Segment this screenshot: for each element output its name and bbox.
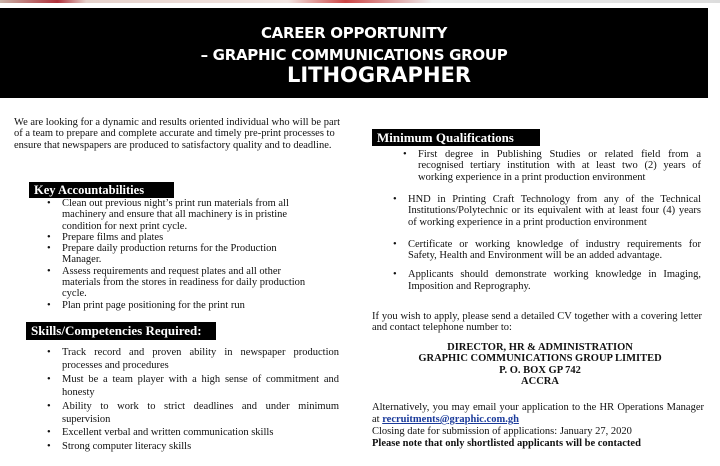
list-item: • Ability to work to strict deadlines and under minimum supervision [47,400,339,427]
header-banner [0,8,708,98]
intro-paragraph: We are looking for a dynamic and results oriented individual who will be part of a team to prepare and complete accurate and timely pre-print processes to ensure that newspapers are produced to satisfactory quality and to deadline. [14,117,341,151]
qualifications-list-primary [403,149,701,183]
skills-list [47,346,339,453]
job-title: LITHOGRAPHER [286,63,472,87]
apply-instructions: If you wish to apply, please send a detailed CV together with a covering letter and contact telephone number to: [372,311,702,334]
closing-date: Closing date for submission of applications: January 27, 2020 [372,426,632,437]
qualifications-heading: Minimum Qualifications [372,129,540,146]
list-item: • Applicants should demonstrate working knowledge in Imaging, Imposition and Reprography. [393,269,701,292]
list-item: • Excellent verbal and written communication skills [47,426,339,439]
list-item: • Certificate or working knowledge of industry requirements for Safety, Health and Environment will be an added advantage. [393,239,701,262]
shortlist-note: Please note that only shortlisted applicants will be contacted [372,438,641,449]
address-line: P. O. BOX GP 742 [499,364,581,376]
key-accountabilities-list [47,198,309,311]
list-item: • Plan print page positioning for the print run [47,300,309,311]
top-decorative-strip [0,0,720,3]
list-item: • Assess requirements and request plates and all other materials from the stores in readiness for daily production cycle. [47,266,309,300]
banner-line-2: – GRAPHIC COMMUNICATIONS GROUP [200,46,508,64]
email-link[interactable]: recruitments@graphic.com.gh [382,414,519,425]
address-line: ACCRA [521,375,559,387]
list-item: • Track record and proven ability in newspaper production processes and procedures [47,346,339,373]
qualifications-list [393,194,701,292]
list-item: • First degree in Publishing Studies or related field from a recognised tertiary institution with at least two (2) years of working experience in a print production environment [403,149,701,183]
email-instructions: Alternatively, you may email your application to the HR Operations Manager at [372,402,704,425]
list-item: • Prepare films and plates [47,232,309,243]
mailing-address [372,342,708,387]
address-line: DIRECTOR, HR & ADMINISTRATION [447,342,633,353]
address-line: GRAPHIC COMMUNICATIONS GROUP LIMITED [418,353,662,365]
key-accountabilities-heading: Key Accountabilities [29,182,174,198]
list-item: • Must be a team player with a high sense of commitment and honesty [47,373,339,400]
list-item: • Strong computer literacy skills [47,440,339,453]
list-item: • HND in Printing Craft Technology from any of the Technical Institutions/Polytechnic or its equivalent with at least four (4) years of working experience in a print production environment [393,194,701,228]
skills-heading: Skills/Competencies Required: [26,322,216,340]
apply-alternative [372,402,704,450]
list-item: • Clean out previous night’s print run materials from all machinery and ensure that all machinery is in pristine condition for next print cycle. [47,198,309,232]
banner-line-1: CAREER OPPORTUNITY [260,24,448,42]
list-item: • Prepare daily production returns for the Production Manager. [47,243,309,266]
